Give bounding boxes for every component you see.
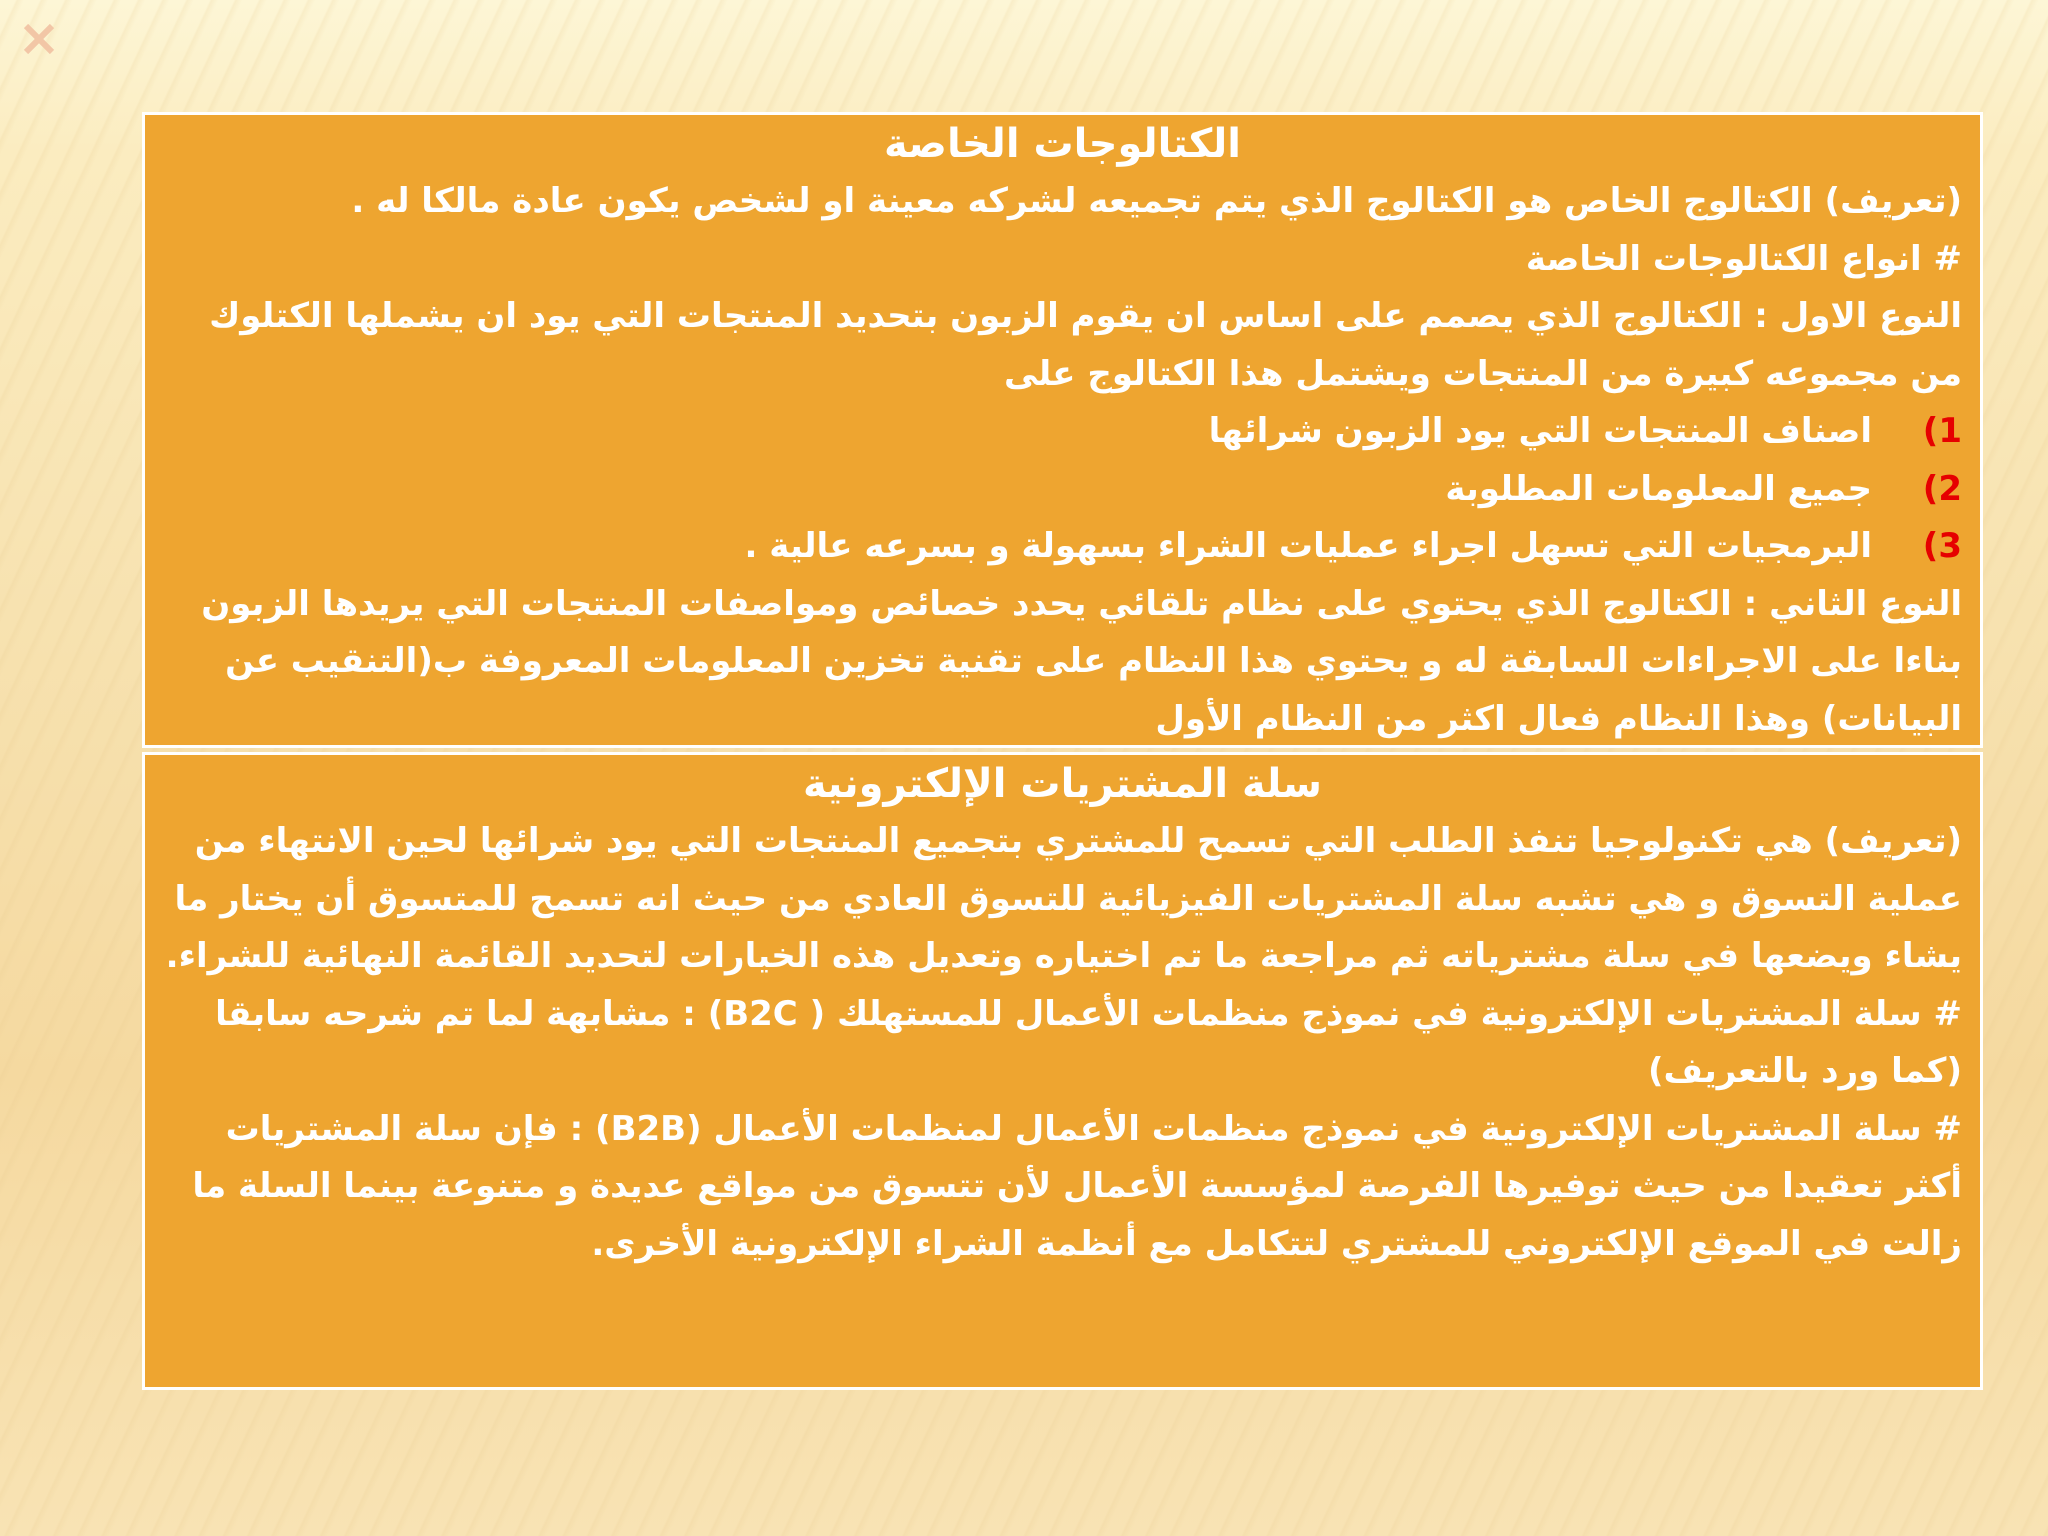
list-text: اصناف المنتجات التي يود الزبون شرائها	[1208, 411, 1872, 451]
list-text: البرمجيات التي تسهل اجراء عمليات الشراء بسهولة و بسرعه عالية .	[744, 526, 1872, 566]
type2-text: النوع الثاني : الكتالوج الذي يحتوي على نظام تلقائي يحدد خصائص ومواصفات المنتجات التي يريدها الزبون بناءا على الاجراءات السابقة له و يحتوي هذا النظام على تقنية تخزين المعلومات المعروفة ب(التنقيب عن البيانات) وهذا النظام فعال اكثر من النظام الأول	[201, 583, 1962, 739]
shopping-cart-panel	[142, 752, 1983, 1390]
b2b-text: # سلة المشتريات الإلكترونية في نموذج منظمات الأعمال لمنظمات الأعمال (B2B) : فإن سلة المشتريات أكثر تعقيدا من حيث توفيرها الفرصة لمؤسسة الأعمال لأن تتسوق من مواقع عديدة و متنوعة بينما السلة ما زالت في الموقع الإلكتروني للمشتري لتتكامل مع أنظمة الشراء الإلكترونية الأخرى.	[192, 1108, 1962, 1264]
x-mark-icon	[22, 22, 56, 56]
b2c-text: # سلة المشتريات الإلكترونية في نموذج منظمات الأعمال للمستهلك ( B2C) : مشابهة لما تم شرحه سابقا (كما ورد بالتعريف)	[215, 993, 1962, 1091]
definition-text: (تعريف) الكتالوج الخاص هو الكتالوج الذي يتم تجميعه لشركه معينة او لشخص يكون عادة مالكا له .	[351, 181, 1962, 221]
panel-title: سلة المشتريات الإلكترونية	[803, 761, 1322, 807]
panel-title: الكتالوجات الخاصة	[884, 121, 1241, 167]
definition-text: (تعريف) هي تكنولوجيا تنفذ الطلب التي تسمح للمشتري بتجميع المنتجات التي يود شرائها لحين الانتهاء من عملية التسوق و هي تشبه سلة المشتريات الفيزيائية للتسوق العادي من حيث انه تسمح للمتسوق أن يختار ما يشاء ويضعها في سلة مشترياته ثم مراجعة ما تم اختياره وتعديل هذه الخيارات لتحديد القائمة النهائية للشراء.	[165, 821, 1962, 976]
list-item	[145, 461, 1980, 519]
list-item	[145, 403, 1980, 461]
list-number: (1	[1922, 411, 1962, 451]
list-number: (3	[1922, 526, 1962, 566]
list-item	[145, 518, 1980, 576]
list-number: (2	[1922, 468, 1962, 509]
private-catalogs-panel	[142, 112, 1983, 748]
list-text: جميع المعلومات المطلوبة	[1445, 468, 1872, 509]
type1-intro: النوع الاول : الكتالوج الذي يصمم على اساس ان يقوم الزبون بتحديد المنتجات التي يود ان يشملها الكتلوك من مجموعه كبيرة من المنتجات ويشتمل هذا الكتالوج على	[209, 296, 1962, 394]
types-heading: # انواع الكتالوجات الخاصة	[1525, 238, 1962, 279]
